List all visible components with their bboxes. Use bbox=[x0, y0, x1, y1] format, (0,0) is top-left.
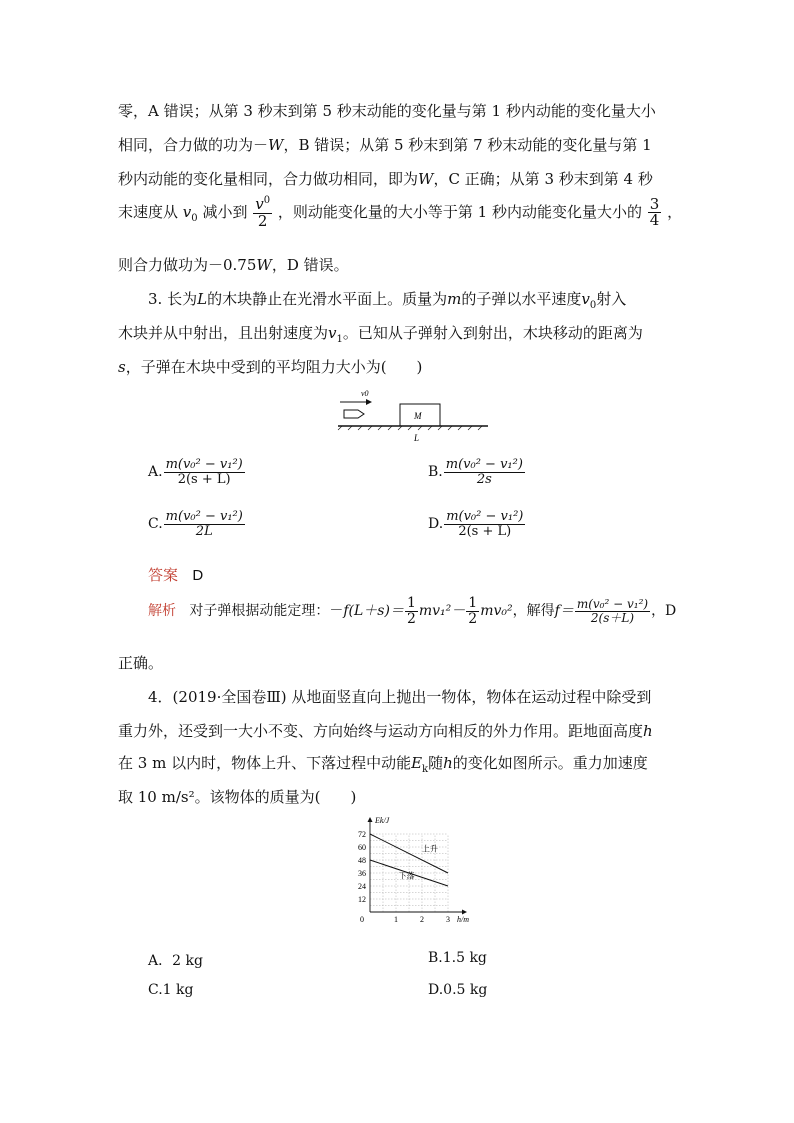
y-tick-label: 72 bbox=[358, 830, 366, 839]
work-symbol-2: W bbox=[418, 170, 434, 188]
q2-line-4b: 减小到 bbox=[202, 202, 248, 221]
analysis-text-d: ，D bbox=[651, 603, 677, 620]
q2-line-4c: ，则动能变化量的大小等于第 1 秒内动能变化量大小的 bbox=[277, 202, 642, 221]
answer-value: D bbox=[192, 567, 204, 584]
ek-sub: k bbox=[422, 764, 429, 775]
v0-sub: 0 bbox=[191, 212, 198, 224]
q2-line-5 bbox=[118, 254, 349, 275]
q3-option-d bbox=[428, 510, 526, 538]
analysis-label: 解析 bbox=[148, 603, 176, 620]
half-den-2: 2 bbox=[468, 610, 478, 627]
q2-line-4 bbox=[118, 196, 682, 230]
q2-line-3a: 秒内动能的变化量相同，合力做功相同，即为 bbox=[118, 170, 419, 188]
analysis-mv0: mv₀² bbox=[480, 603, 513, 620]
answer-label: 答案 bbox=[148, 566, 179, 584]
q4-line-2a: 重力外，还受到一大小不变、方向始终与运动方向相反的外力作用。距地面高度 bbox=[118, 722, 644, 740]
analysis-result-fraction bbox=[575, 598, 650, 624]
q3-answer bbox=[148, 564, 203, 585]
q3-option-d-num: m(v₀² − v₁²) bbox=[446, 509, 524, 524]
q2-line-4a: 末速度从 bbox=[118, 202, 179, 221]
block-label: M bbox=[414, 411, 422, 421]
q3-option-c-den: 2L bbox=[195, 523, 213, 539]
q3-option-a-num: m(v₀² − v₁²) bbox=[165, 457, 243, 472]
q3-option-b-den: 2s bbox=[476, 471, 492, 487]
y-axis-arrow bbox=[368, 817, 373, 822]
q3-option-c bbox=[148, 510, 246, 538]
q4-line-2 bbox=[118, 720, 653, 741]
q3-analysis-end: 正确。 bbox=[118, 654, 164, 672]
y-tick-label: 48 bbox=[358, 856, 366, 865]
frac-den-2: 2 bbox=[257, 211, 268, 230]
q3-option-d-label: D. bbox=[428, 516, 444, 533]
analysis-fnum: m(v₀² − v₁²) bbox=[576, 597, 649, 612]
q2-line-2b: ，B 错误；从第 5 秒末到第 7 秒末动能的变化量与第 1 bbox=[283, 136, 652, 154]
analysis-half-1 bbox=[405, 596, 418, 626]
x-axis-label: h/m bbox=[457, 915, 469, 924]
q2-line-1: 零，A 错误；从第 3 秒末到第 5 秒末动能的变化量与第 1 秒内动能的变化量大小 bbox=[118, 102, 656, 120]
q3-option-a-label: A. bbox=[148, 464, 163, 481]
q3-option-b bbox=[428, 458, 526, 486]
y-tick-label: 24 bbox=[358, 882, 366, 891]
q2-line-3 bbox=[118, 168, 653, 189]
x-tick-label: 1 bbox=[394, 915, 398, 924]
q4-line-3c: 的变化如图所示。重力加速度 bbox=[452, 754, 648, 772]
q3-option-c-num: m(v₀² − v₁²) bbox=[165, 509, 243, 524]
analysis-mv1: mv₁²－ bbox=[418, 603, 466, 620]
ek-symbol: E bbox=[411, 754, 423, 772]
q3-line-1 bbox=[148, 288, 626, 311]
frac-v0: v bbox=[255, 195, 264, 213]
q4-line-3b: 随 bbox=[428, 754, 444, 772]
q3-line-1c: 的子弹以水平速度 bbox=[461, 290, 582, 308]
q4-option-a: A．2 kg bbox=[148, 953, 203, 969]
q3-option-d-den: 2(s + L) bbox=[458, 523, 512, 539]
q2-line-5a: 则合力做功为－0.75 bbox=[118, 256, 257, 274]
q4-option-d: D.0.5 kg bbox=[428, 982, 488, 998]
q4-option-b: B.1.5 kg bbox=[428, 950, 487, 966]
analysis-text-b: f(L＋s)＝ bbox=[343, 603, 404, 620]
q2-line-3b: ，C 正确；从第 3 秒末到第 4 秒 bbox=[433, 170, 653, 188]
q3-v1-sub: 1 bbox=[336, 334, 343, 345]
q3-option-c-label: C. bbox=[148, 516, 163, 533]
q3-v1: v bbox=[328, 324, 337, 342]
bullet-shape bbox=[344, 410, 364, 418]
frac-4: 4 bbox=[649, 211, 660, 230]
analysis-f: f＝ bbox=[554, 603, 574, 620]
analysis-half-2 bbox=[466, 596, 479, 626]
q3-line-1a: 3. 长为 bbox=[148, 290, 198, 308]
frac-3: 3 bbox=[649, 194, 660, 213]
q3-v0-sub: 0 bbox=[589, 300, 597, 311]
analysis-text-c: ，解得 bbox=[512, 603, 555, 620]
q3-option-a bbox=[148, 458, 246, 486]
q3-line-3 bbox=[118, 356, 422, 377]
height-symbol: h bbox=[643, 722, 653, 740]
y-tick-label: 12 bbox=[358, 895, 366, 904]
x-tick-label: 2 bbox=[420, 915, 424, 924]
q3-v0: v bbox=[581, 290, 590, 308]
distance-symbol: s bbox=[118, 358, 126, 376]
work-symbol: W bbox=[268, 136, 284, 154]
q4-line-1: 4．(2019·全国卷Ⅲ) 从地面竖直向上抛出一物体，物体在运动过程中除受到 bbox=[148, 688, 652, 706]
half-num-2: 1 bbox=[468, 595, 478, 611]
analysis-fden: 2(s＋L) bbox=[590, 610, 635, 625]
length-symbol: L bbox=[197, 290, 208, 308]
series-label-fall: 下落 bbox=[398, 871, 415, 881]
y-axis-label: Ek/J bbox=[375, 816, 390, 825]
mass-symbol: m bbox=[447, 290, 462, 308]
work-symbol-3: W bbox=[256, 256, 272, 274]
q3-line-2b: 。已知从子弹射入到射出，木块移动的距离为 bbox=[342, 324, 643, 342]
q2-line-4d: ， bbox=[667, 202, 683, 221]
ek-h-chart bbox=[342, 814, 492, 934]
length-label: L bbox=[414, 433, 420, 443]
q3-option-b-num: m(v₀² − v₁²) bbox=[445, 457, 523, 472]
half-num-1: 1 bbox=[406, 595, 416, 611]
frac-v0-sub: 0 bbox=[263, 195, 271, 206]
q3-option-b-label: B. bbox=[428, 464, 443, 481]
height-symbol-2: h bbox=[443, 754, 453, 772]
half-den-1: 2 bbox=[406, 610, 416, 627]
q3-line-1d: 射入 bbox=[596, 290, 627, 308]
q4-line-4: 取 10 m/s²。该物体的质量为( ) bbox=[118, 788, 357, 806]
q3-line-1b: 的木块静止在光滑水平面上。质量为 bbox=[207, 290, 448, 308]
q4-line-3 bbox=[118, 752, 648, 775]
series-label-rise: 上升 bbox=[422, 844, 438, 854]
q2-line-2a: 相同，合力做的功为－ bbox=[118, 136, 269, 154]
q3-line-2a: 木块并从中射出，且出射速度为 bbox=[118, 324, 329, 342]
q4-line-3a: 在 3 m 以内时，物体上升、下落过程中动能 bbox=[118, 754, 412, 772]
q3-line-3b: ，子弹在木块中受到的平均阻力大小为( ) bbox=[125, 358, 423, 376]
diagram-v0-label: v0 bbox=[361, 389, 369, 398]
q3-analysis bbox=[148, 596, 676, 626]
q3-line-2 bbox=[118, 322, 643, 345]
analysis-text-a: 对子弹根据动能定理：－ bbox=[189, 603, 344, 620]
q2-line-5b: ，D 错误。 bbox=[271, 256, 349, 274]
y-tick-label: 60 bbox=[358, 843, 366, 852]
q2-line-2 bbox=[118, 134, 652, 155]
q4-option-c: C.1 kg bbox=[148, 982, 194, 998]
q3-option-a-den: 2(s + L) bbox=[177, 471, 231, 487]
fraction-v0-over-2 bbox=[253, 196, 272, 230]
origin-label: 0 bbox=[360, 915, 364, 924]
y-tick-label: 36 bbox=[358, 869, 366, 878]
v0-symbol: v bbox=[182, 202, 192, 221]
bullet-block-diagram bbox=[334, 386, 494, 444]
x-tick-label: 3 bbox=[446, 915, 450, 924]
x-axis-arrow bbox=[462, 910, 467, 915]
fraction-3-over-4 bbox=[648, 194, 662, 230]
velocity-arrowhead bbox=[366, 399, 372, 405]
